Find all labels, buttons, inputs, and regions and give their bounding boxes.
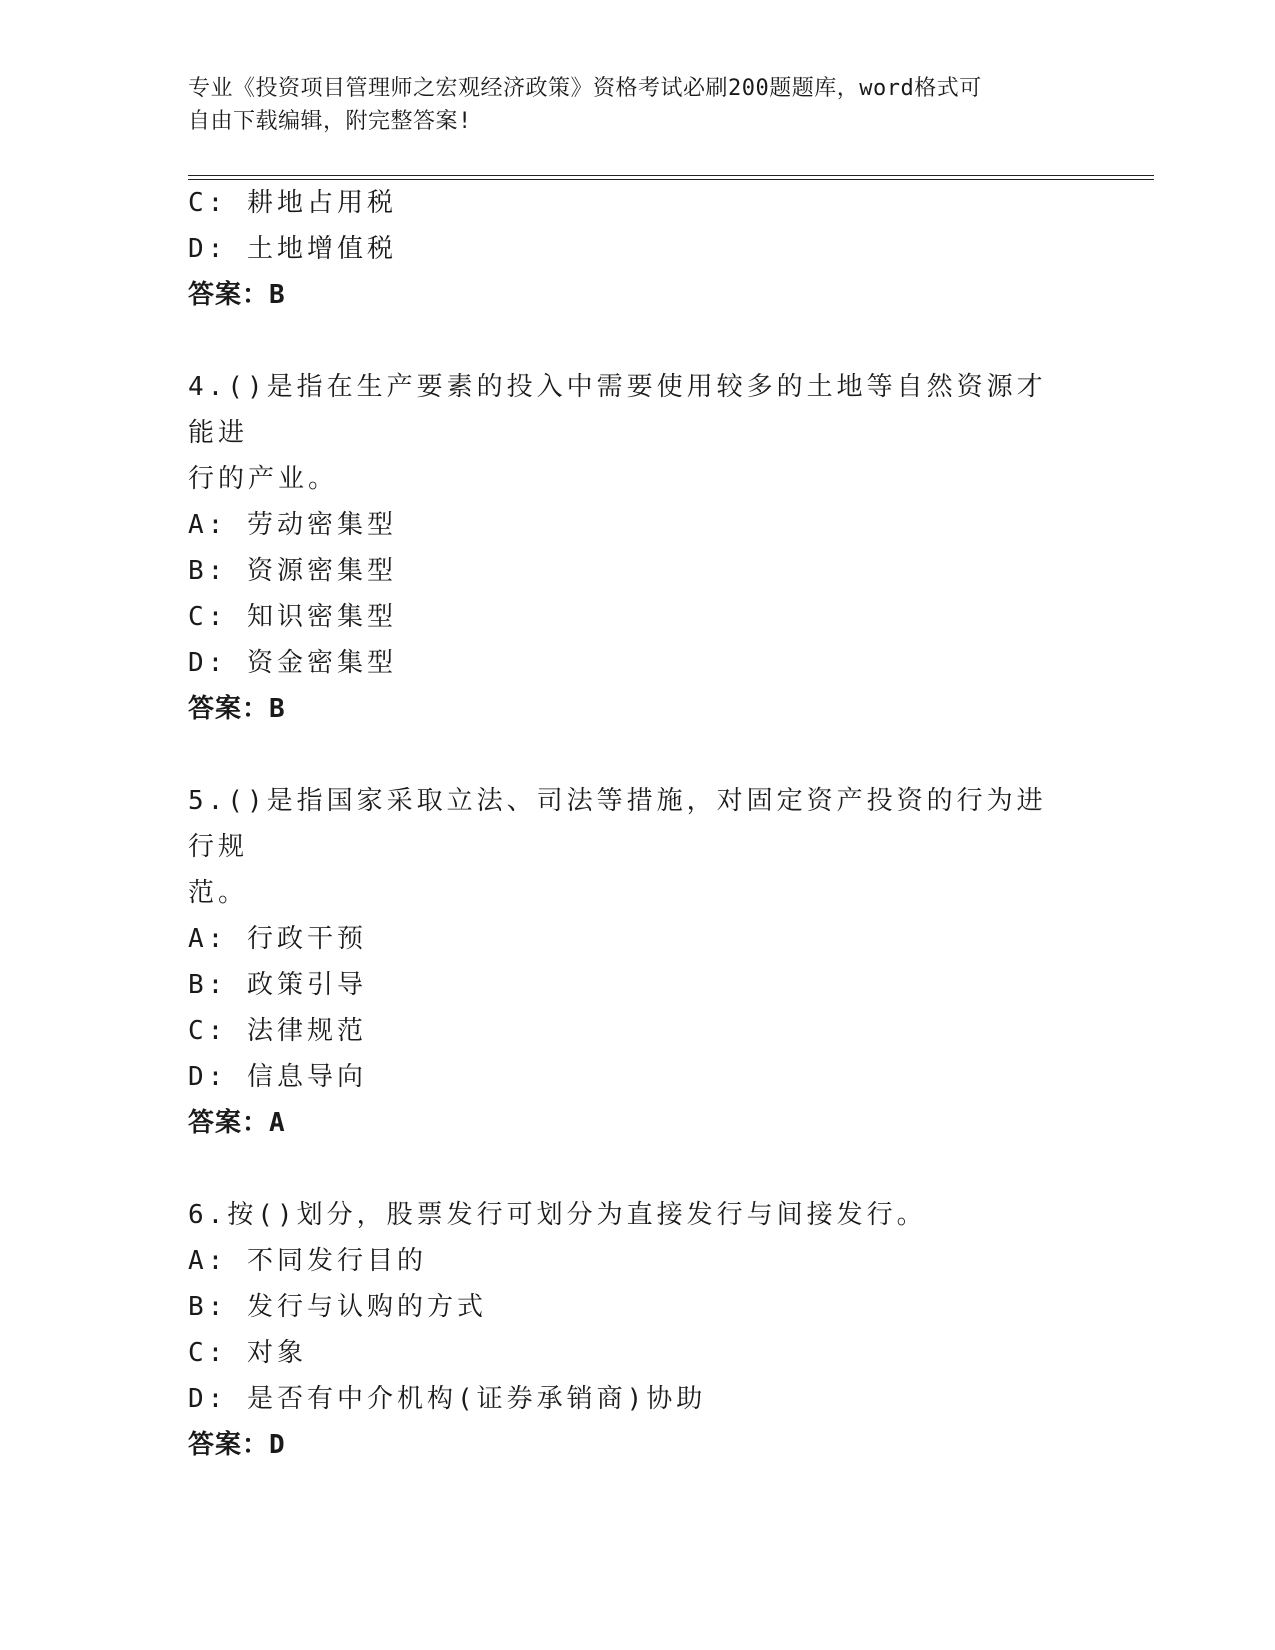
option-c: C: 耕地占用税 bbox=[188, 188, 397, 218]
option-c: C: 知识密集型 bbox=[188, 602, 397, 632]
option-c: C: 法律规范 bbox=[188, 1016, 367, 1046]
spacer bbox=[188, 1146, 1168, 1192]
question-list bbox=[188, 180, 1168, 1468]
question-5 bbox=[188, 778, 1168, 1146]
option-a: A: 不同发行目的 bbox=[188, 1246, 427, 1276]
option-d: D: 是否有中介机构(证券承销商)协助 bbox=[188, 1384, 707, 1414]
answer: 答案：D bbox=[188, 1430, 286, 1460]
option-d: D: 信息导向 bbox=[188, 1062, 367, 1092]
question-stem bbox=[188, 778, 1068, 916]
spacer bbox=[188, 318, 1168, 364]
option-c: C: 对象 bbox=[188, 1338, 307, 1368]
option-d: D: 资金密集型 bbox=[188, 648, 397, 678]
answer: 答案：A bbox=[188, 1108, 286, 1138]
option-a: A: 行政干预 bbox=[188, 924, 367, 954]
question-stem-line-1: 6.按()划分，股票发行可划分为直接发行与间接发行。 bbox=[188, 1200, 927, 1230]
header-title-line-2: 自由下载编辑，附完整答案! bbox=[188, 109, 472, 134]
header-title-line-1: 专业《投资项目管理师之宏观经济政策》资格考试必刷200题题库，word格式可 bbox=[188, 76, 982, 101]
question-6 bbox=[188, 1192, 1168, 1468]
document-header bbox=[188, 72, 1068, 138]
question-stem bbox=[188, 364, 1068, 502]
question-3-tail bbox=[188, 180, 1168, 318]
answer: 答案：B bbox=[188, 694, 286, 724]
question-4 bbox=[188, 364, 1168, 732]
question-stem bbox=[188, 1192, 1068, 1238]
document-page bbox=[188, 72, 1168, 1468]
question-stem-line-2: 行的产业。 bbox=[188, 464, 339, 494]
option-a: A: 劳动密集型 bbox=[188, 510, 397, 540]
option-b: B: 发行与认购的方式 bbox=[188, 1292, 487, 1322]
answer: 答案：B bbox=[188, 280, 286, 310]
question-stem-line-1: 4.()是指在生产要素的投入中需要使用较多的土地等自然资源才能进 bbox=[188, 372, 1047, 448]
spacer bbox=[188, 732, 1168, 778]
option-b: B: 政策引导 bbox=[188, 970, 367, 1000]
option-b: B: 资源密集型 bbox=[188, 556, 397, 586]
question-stem-line-2: 范。 bbox=[188, 878, 249, 908]
question-stem-line-1: 5.()是指国家采取立法、司法等措施，对固定资产投资的行为进行规 bbox=[188, 786, 1047, 862]
option-d: D: 土地增值税 bbox=[188, 234, 397, 264]
